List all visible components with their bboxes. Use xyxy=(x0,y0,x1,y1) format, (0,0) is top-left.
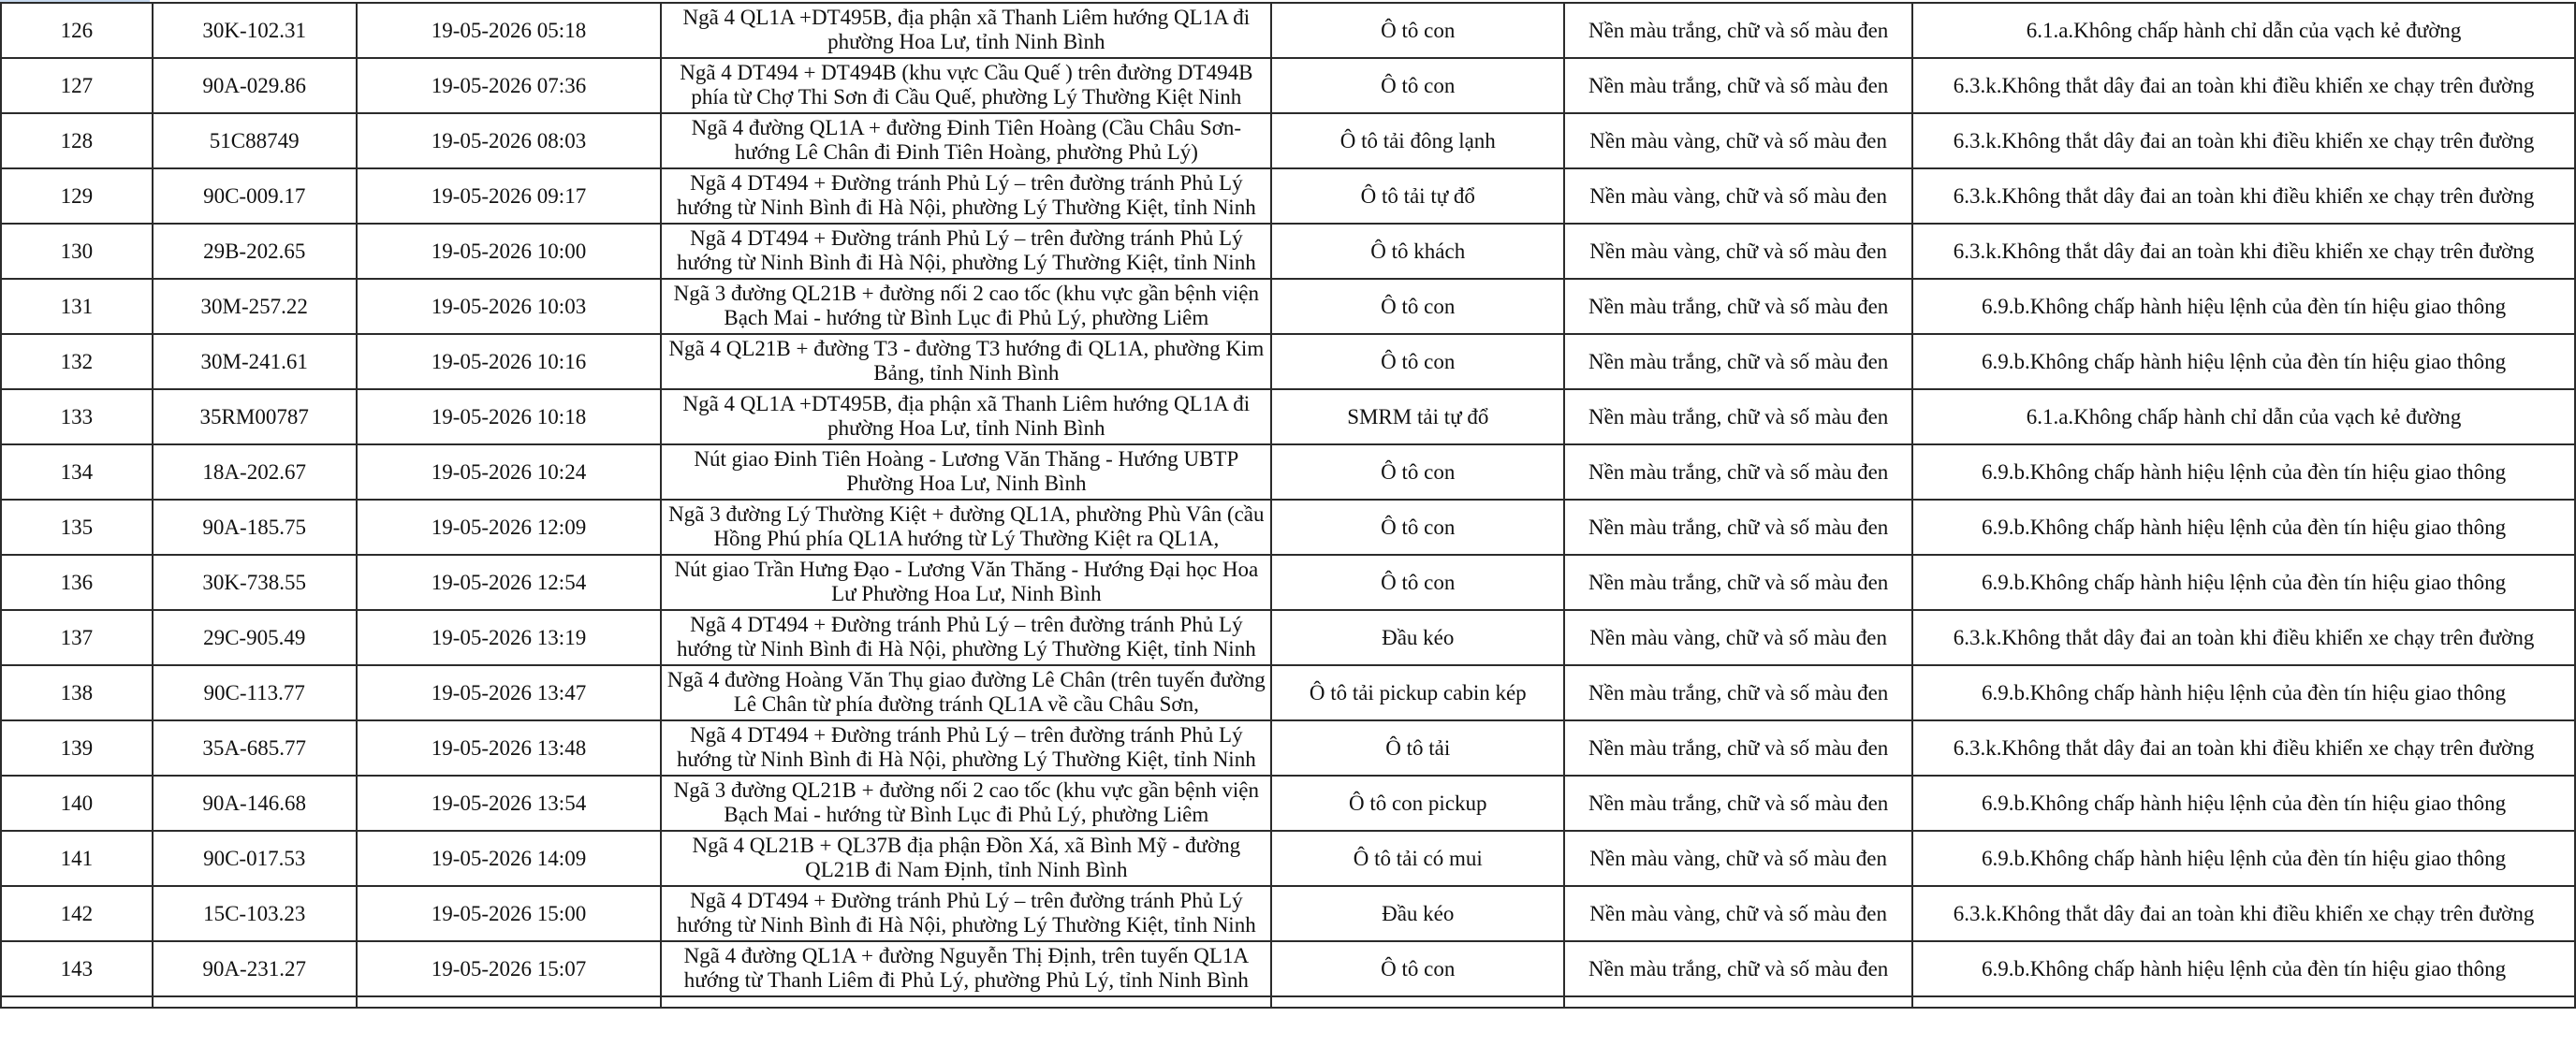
cell-stt[interactable]: 140 xyxy=(1,776,153,831)
cell-plate[interactable]: 90A-185.75 xyxy=(153,500,357,555)
cell-time[interactable]: 19-05-2026 10:16 xyxy=(357,334,662,389)
cell-violation xyxy=(1912,996,2575,1008)
cell-plate-color[interactable]: Nền màu vàng, chữ và số màu đen xyxy=(1564,831,1912,886)
cell-stt[interactable]: 127 xyxy=(1,58,153,113)
cell-plate[interactable]: 35RM00787 xyxy=(153,389,357,444)
cell-vehicle[interactable]: Ô tô con xyxy=(1271,941,1564,996)
cell-vehicle[interactable]: Đầu kéo xyxy=(1271,610,1564,665)
cell-location[interactable] xyxy=(661,3,1271,58)
cell-stt[interactable]: 126 xyxy=(1,3,153,58)
cell-location[interactable] xyxy=(661,444,1271,500)
cell-vehicle[interactable]: Ô tô con xyxy=(1271,58,1564,113)
cell-plate-color[interactable]: Nền màu trắng, chữ và số màu đen xyxy=(1564,941,1912,996)
cell-violation[interactable]: 6.9.b.Không chấp hành hiệu lệnh của đèn tín hiệu giao thông xyxy=(1912,444,2575,500)
table-row[interactable] xyxy=(1,444,2575,500)
cell-location[interactable] xyxy=(661,58,1271,113)
cell-stt[interactable]: 135 xyxy=(1,500,153,555)
cell-location[interactable] xyxy=(661,168,1271,224)
cell-vehicle[interactable]: Ô tô tải xyxy=(1271,720,1564,776)
cell-location[interactable] xyxy=(661,941,1271,996)
table-row[interactable] xyxy=(1,776,2575,831)
location-text: Ngã 4 QL21B + QL37B địa phận Đồn Xá, xã Bình Mỹ - đường QL21B đi Nam Định, tỉnh Ninh Bình xyxy=(692,833,1241,881)
cell-location xyxy=(661,996,1271,1008)
cell-plate xyxy=(153,996,357,1008)
cell-stt[interactable]: 142 xyxy=(1,886,153,941)
cell-time[interactable]: 19-05-2026 10:18 xyxy=(357,389,662,444)
cell-plate-color[interactable]: Nền màu trắng, chữ và số màu đen xyxy=(1564,334,1912,389)
cell-plate-color[interactable]: Nền màu vàng, chữ và số màu đen xyxy=(1564,610,1912,665)
location-text: Ngã 4 DT494 + DT494B (khu vực Cầu Quế ) trên đường DT494B phía từ Chợ Thi Sơn đi Cầu Quế, phường Lý Thường Kiệt Ninh xyxy=(680,60,1253,109)
cell-time[interactable]: 19-05-2026 14:09 xyxy=(357,831,662,886)
table-row[interactable] xyxy=(1,720,2575,776)
location-text: Ngã 3 đường QL21B + đường nối 2 cao tốc (khu vực gần bệnh viện Bạch Mai - hướng từ Bình Lục đi Phủ Lý, phường Liêm xyxy=(673,281,1259,329)
location-text: Ngã 4 đường QL1A + đường Nguyễn Thị Định, trên tuyến QL1A hướng từ Thanh Liêm đi Phủ Lý, phường Phủ Lý, tỉnh Ninh Bình xyxy=(683,943,1250,992)
cell-plate-color[interactable]: Nền màu vàng, chữ và số màu đen xyxy=(1564,886,1912,941)
cell-violation[interactable]: 6.9.b.Không chấp hành hiệu lệnh của đèn tín hiệu giao thông xyxy=(1912,555,2575,610)
cell-location[interactable] xyxy=(661,113,1271,168)
cell-time[interactable]: 19-05-2026 13:19 xyxy=(357,610,662,665)
cell-stt[interactable]: 129 xyxy=(1,168,153,224)
table-body xyxy=(1,3,2575,1008)
cell-time[interactable]: 19-05-2026 15:07 xyxy=(357,941,662,996)
cell-vehicle[interactable]: Ô tô con xyxy=(1271,555,1564,610)
location-text: Nút giao Đinh Tiên Hoàng - Lương Văn Thăng - Hướng UBTP Phường Hoa Lư, Ninh Bình xyxy=(694,446,1239,495)
location-text: Ngã 4 DT494 + Đường tránh Phủ Lý – trên đường tránh Phủ Lý hướng từ Ninh Bình đi Hà Nội, phường Lý Thường Kiệt, tỉnh Ninh xyxy=(676,225,1256,274)
cell-stt[interactable]: 128 xyxy=(1,113,153,168)
cell-violation[interactable]: 6.3.k.Không thắt dây đai an toàn khi điều khiển xe chạy trên đường xyxy=(1912,58,2575,113)
cell-vehicle[interactable]: Ô tô khách xyxy=(1271,224,1564,279)
table-row[interactable] xyxy=(1,886,2575,941)
cell-time[interactable]: 19-05-2026 10:03 xyxy=(357,279,662,334)
cell-plate-color[interactable]: Nền màu trắng, chữ và số màu đen xyxy=(1564,3,1912,58)
cell-location[interactable] xyxy=(661,389,1271,444)
cell-violation[interactable]: 6.9.b.Không chấp hành hiệu lệnh của đèn tín hiệu giao thông xyxy=(1912,665,2575,720)
table-row[interactable] xyxy=(1,334,2575,389)
cell-location[interactable] xyxy=(661,500,1271,555)
cell-plate-color[interactable]: Nền màu trắng, chữ và số màu đen xyxy=(1564,444,1912,500)
cell-plate-color[interactable]: Nền màu trắng, chữ và số màu đen xyxy=(1564,58,1912,113)
cell-violation[interactable]: 6.9.b.Không chấp hành hiệu lệnh của đèn tín hiệu giao thông xyxy=(1912,776,2575,831)
cell-vehicle[interactable]: Ô tô con xyxy=(1271,500,1564,555)
table-row[interactable] xyxy=(1,58,2575,113)
cell-location[interactable] xyxy=(661,665,1271,720)
cell-vehicle[interactable]: SMRM tải tự đổ xyxy=(1271,389,1564,444)
cell-violation[interactable]: 6.3.k.Không thắt dây đai an toàn khi điều khiển xe chạy trên đường xyxy=(1912,113,2575,168)
cell-stt[interactable]: 137 xyxy=(1,610,153,665)
cell-plate-color[interactable]: Nền màu trắng, chữ và số màu đen xyxy=(1564,555,1912,610)
cell-stt[interactable]: 134 xyxy=(1,444,153,500)
cell-plate[interactable]: 30M-241.61 xyxy=(153,334,357,389)
location-text: Ngã 4 DT494 + Đường tránh Phủ Lý – trên đường tránh Phủ Lý hướng từ Ninh Bình đi Hà Nội, phường Lý Thường Kiệt, tỉnh Ninh xyxy=(676,888,1256,937)
cell-stt[interactable]: 138 xyxy=(1,665,153,720)
cell-time xyxy=(357,996,662,1008)
cell-vehicle[interactable]: Ô tô tải có mui xyxy=(1271,831,1564,886)
cell-plate[interactable]: 90A-029.86 xyxy=(153,58,357,113)
table-row[interactable] xyxy=(1,831,2575,886)
table-row[interactable] xyxy=(1,389,2575,444)
cell-stt[interactable]: 130 xyxy=(1,224,153,279)
cell-location[interactable] xyxy=(661,279,1271,334)
location-text: Ngã 3 đường QL21B + đường nối 2 cao tốc (khu vực gần bệnh viện Bạch Mai - hướng từ Bình Lục đi Phủ Lý, phường Liêm xyxy=(673,777,1259,826)
table-row[interactable] xyxy=(1,555,2575,610)
location-text: Ngã 4 QL21B + đường T3 - đường T3 hướng đi QL1A, phường Kim Bảng, tỉnh Ninh Bình xyxy=(668,336,1265,385)
cell-time[interactable]: 19-05-2026 12:09 xyxy=(357,500,662,555)
cell-location[interactable] xyxy=(661,831,1271,886)
cell-violation[interactable]: 6.1.a.Không chấp hành chỉ dẫn của vạch kẻ đường xyxy=(1912,3,2575,58)
cell-time[interactable]: 19-05-2026 07:36 xyxy=(357,58,662,113)
cell-stt xyxy=(1,996,153,1008)
cell-violation[interactable]: 6.9.b.Không chấp hành hiệu lệnh của đèn tín hiệu giao thông xyxy=(1912,500,2575,555)
cell-time[interactable]: 19-05-2026 13:47 xyxy=(357,665,662,720)
cell-stt[interactable]: 143 xyxy=(1,941,153,996)
location-text: Ngã 4 DT494 + Đường tránh Phủ Lý – trên đường tránh Phủ Lý hướng từ Ninh Bình đi Hà Nội, phường Lý Thường Kiệt, tỉnh Ninh xyxy=(676,612,1256,661)
cell-stt[interactable]: 131 xyxy=(1,279,153,334)
cell-vehicle[interactable]: Ô tô tải tự đổ xyxy=(1271,168,1564,224)
cell-time[interactable]: 19-05-2026 12:54 xyxy=(357,555,662,610)
cell-time[interactable]: 19-05-2026 13:54 xyxy=(357,776,662,831)
cell-time[interactable]: 19-05-2026 15:00 xyxy=(357,886,662,941)
table-row[interactable] xyxy=(1,610,2575,665)
cell-vehicle[interactable]: Ô tô con xyxy=(1271,3,1564,58)
cell-location[interactable] xyxy=(661,334,1271,389)
cell-plate-color[interactable]: Nền màu trắng, chữ và số màu đen xyxy=(1564,389,1912,444)
cell-vehicle[interactable]: Ô tô con pickup xyxy=(1271,776,1564,831)
cell-plate[interactable]: 90A-146.68 xyxy=(153,776,357,831)
cell-stt[interactable]: 141 xyxy=(1,831,153,886)
cell-time[interactable]: 19-05-2026 09:17 xyxy=(357,168,662,224)
cell-location[interactable] xyxy=(661,886,1271,941)
location-text: Ngã 4 QL1A +DT495B, địa phận xã Thanh Liêm hướng QL1A đi phường Hoa Lư, tỉnh Ninh Bình xyxy=(682,5,1251,53)
table-row[interactable] xyxy=(1,665,2575,720)
cell-plate-color[interactable]: Nền màu trắng, chữ và số màu đen xyxy=(1564,500,1912,555)
table-row[interactable] xyxy=(1,224,2575,279)
cell-violation[interactable]: 6.1.a.Không chấp hành chỉ dẫn của vạch kẻ đường xyxy=(1912,389,2575,444)
cell-vehicle[interactable]: Ô tô con xyxy=(1271,334,1564,389)
cell-vehicle[interactable]: Ô tô con xyxy=(1271,444,1564,500)
cell-plate-color[interactable]: Nền màu trắng, chữ và số màu đen xyxy=(1564,776,1912,831)
cell-violation[interactable]: 6.3.k.Không thắt dây đai an toàn khi điều khiển xe chạy trên đường xyxy=(1912,168,2575,224)
cell-plate[interactable]: 90C-113.77 xyxy=(153,665,357,720)
cell-time[interactable]: 19-05-2026 10:24 xyxy=(357,444,662,500)
location-text: Ngã 4 DT494 + Đường tránh Phủ Lý – trên đường tránh Phủ Lý hướng từ Ninh Bình đi Hà Nội, phường Lý Thường Kiệt, tỉnh Ninh xyxy=(676,170,1256,219)
location-text: Ngã 4 đường Hoàng Văn Thụ giao đường Lê Chân (trên tuyến đường Lê Chân từ phía đường tránh QL1A về cầu Châu Sơn, xyxy=(666,667,1266,716)
cell-plate-color[interactable]: Nền màu vàng, chữ và số màu đen xyxy=(1564,224,1912,279)
cell-vehicle[interactable]: Ô tô con xyxy=(1271,279,1564,334)
table-row[interactable] xyxy=(1,113,2575,168)
cell-time[interactable]: 19-05-2026 08:03 xyxy=(357,113,662,168)
table-row[interactable] xyxy=(1,168,2575,224)
location-text: Nút giao Trần Hưng Đạo - Lương Văn Thăng - Hướng Đại học Hoa Lư Phường Hoa Lư, Ninh Bình xyxy=(674,557,1259,605)
cell-violation[interactable]: 6.3.k.Không thắt dây đai an toàn khi điều khiển xe chạy trên đường xyxy=(1912,720,2575,776)
location-text: Ngã 4 QL1A +DT495B, địa phận xã Thanh Liêm hướng QL1A đi phường Hoa Lư, tỉnh Ninh Bình xyxy=(682,391,1251,440)
location-text: Ngã 4 DT494 + Đường tránh Phủ Lý – trên đường tránh Phủ Lý hướng từ Ninh Bình đi Hà Nội, phường Lý Thường Kiệt, tỉnh Ninh xyxy=(676,722,1256,771)
table-row[interactable] xyxy=(1,3,2575,58)
cell-plate-color[interactable]: Nền màu vàng, chữ và số màu đen xyxy=(1564,113,1912,168)
cell-violation[interactable]: 6.9.b.Không chấp hành hiệu lệnh của đèn tín hiệu giao thông xyxy=(1912,334,2575,389)
table-row-partial xyxy=(1,996,2575,1008)
cell-plate[interactable]: 90A-231.27 xyxy=(153,941,357,996)
violations-table xyxy=(0,2,2576,1009)
cell-stt[interactable]: 136 xyxy=(1,555,153,610)
cell-time[interactable]: 19-05-2026 05:18 xyxy=(357,3,662,58)
cell-plate[interactable]: 51C88749 xyxy=(153,113,357,168)
cell-violation[interactable]: 6.9.b.Không chấp hành hiệu lệnh của đèn tín hiệu giao thông xyxy=(1912,279,2575,334)
cell-plate-color[interactable]: Nền màu trắng, chữ và số màu đen xyxy=(1564,279,1912,334)
cell-violation[interactable]: 6.9.b.Không chấp hành hiệu lệnh của đèn tín hiệu giao thông xyxy=(1912,831,2575,886)
cell-plate[interactable]: 29C-905.49 xyxy=(153,610,357,665)
table-row[interactable] xyxy=(1,279,2575,334)
table-row[interactable] xyxy=(1,941,2575,996)
cell-plate-color[interactable]: Nền màu trắng, chữ và số màu đen xyxy=(1564,720,1912,776)
cell-plate[interactable]: 30M-257.22 xyxy=(153,279,357,334)
cell-plate[interactable]: 29B-202.65 xyxy=(153,224,357,279)
cell-violation[interactable]: 6.3.k.Không thắt dây đai an toàn khi điều khiển xe chạy trên đường xyxy=(1912,610,2575,665)
cell-plate-color[interactable]: Nền màu trắng, chữ và số màu đen xyxy=(1564,665,1912,720)
cell-violation[interactable]: 6.3.k.Không thắt dây đai an toàn khi điều khiển xe chạy trên đường xyxy=(1912,886,2575,941)
cell-time[interactable]: 19-05-2026 13:48 xyxy=(357,720,662,776)
cell-plate-color xyxy=(1564,996,1912,1008)
cell-location[interactable] xyxy=(661,555,1271,610)
cell-location[interactable] xyxy=(661,610,1271,665)
cell-time[interactable]: 19-05-2026 10:00 xyxy=(357,224,662,279)
cell-location[interactable] xyxy=(661,776,1271,831)
location-text: Ngã 3 đường Lý Thường Kiệt + đường QL1A, phường Phù Vân (cầu Hồng Phú phía QL1A hướng từ Lý Thường Kiệt ra QL1A, xyxy=(668,501,1265,550)
cell-plate[interactable]: 90C-009.17 xyxy=(153,168,357,224)
cell-plate[interactable]: 35A-685.77 xyxy=(153,720,357,776)
cell-plate[interactable]: 30K-102.31 xyxy=(153,3,357,58)
cell-plate-color[interactable]: Nền màu vàng, chữ và số màu đen xyxy=(1564,168,1912,224)
cell-vehicle[interactable]: Ô tô tải đông lạnh xyxy=(1271,113,1564,168)
location-text: Ngã 4 đường QL1A + đường Đinh Tiên Hoàng (Cầu Châu Sơn- hướng Lê Chân đi Đinh Tiên Hoàng, phường Phủ Lý) xyxy=(691,115,1242,164)
cell-location[interactable] xyxy=(661,224,1271,279)
cell-vehicle[interactable]: Ô tô tải pickup cabin kép xyxy=(1271,665,1564,720)
cell-stt[interactable]: 133 xyxy=(1,389,153,444)
cell-plate[interactable]: 90C-017.53 xyxy=(153,831,357,886)
cell-violation[interactable]: 6.9.b.Không chấp hành hiệu lệnh của đèn tín hiệu giao thông xyxy=(1912,941,2575,996)
cell-location[interactable] xyxy=(661,720,1271,776)
cell-stt[interactable]: 139 xyxy=(1,720,153,776)
cell-plate[interactable]: 15C-103.23 xyxy=(153,886,357,941)
cell-vehicle xyxy=(1271,996,1564,1008)
cell-vehicle[interactable]: Đầu kéo xyxy=(1271,886,1564,941)
cell-plate[interactable]: 30K-738.55 xyxy=(153,555,357,610)
cell-stt[interactable]: 132 xyxy=(1,334,153,389)
cell-plate[interactable]: 18A-202.67 xyxy=(153,444,357,500)
cell-violation[interactable]: 6.3.k.Không thắt dây đai an toàn khi điều khiển xe chạy trên đường xyxy=(1912,224,2575,279)
table-row[interactable] xyxy=(1,500,2575,555)
